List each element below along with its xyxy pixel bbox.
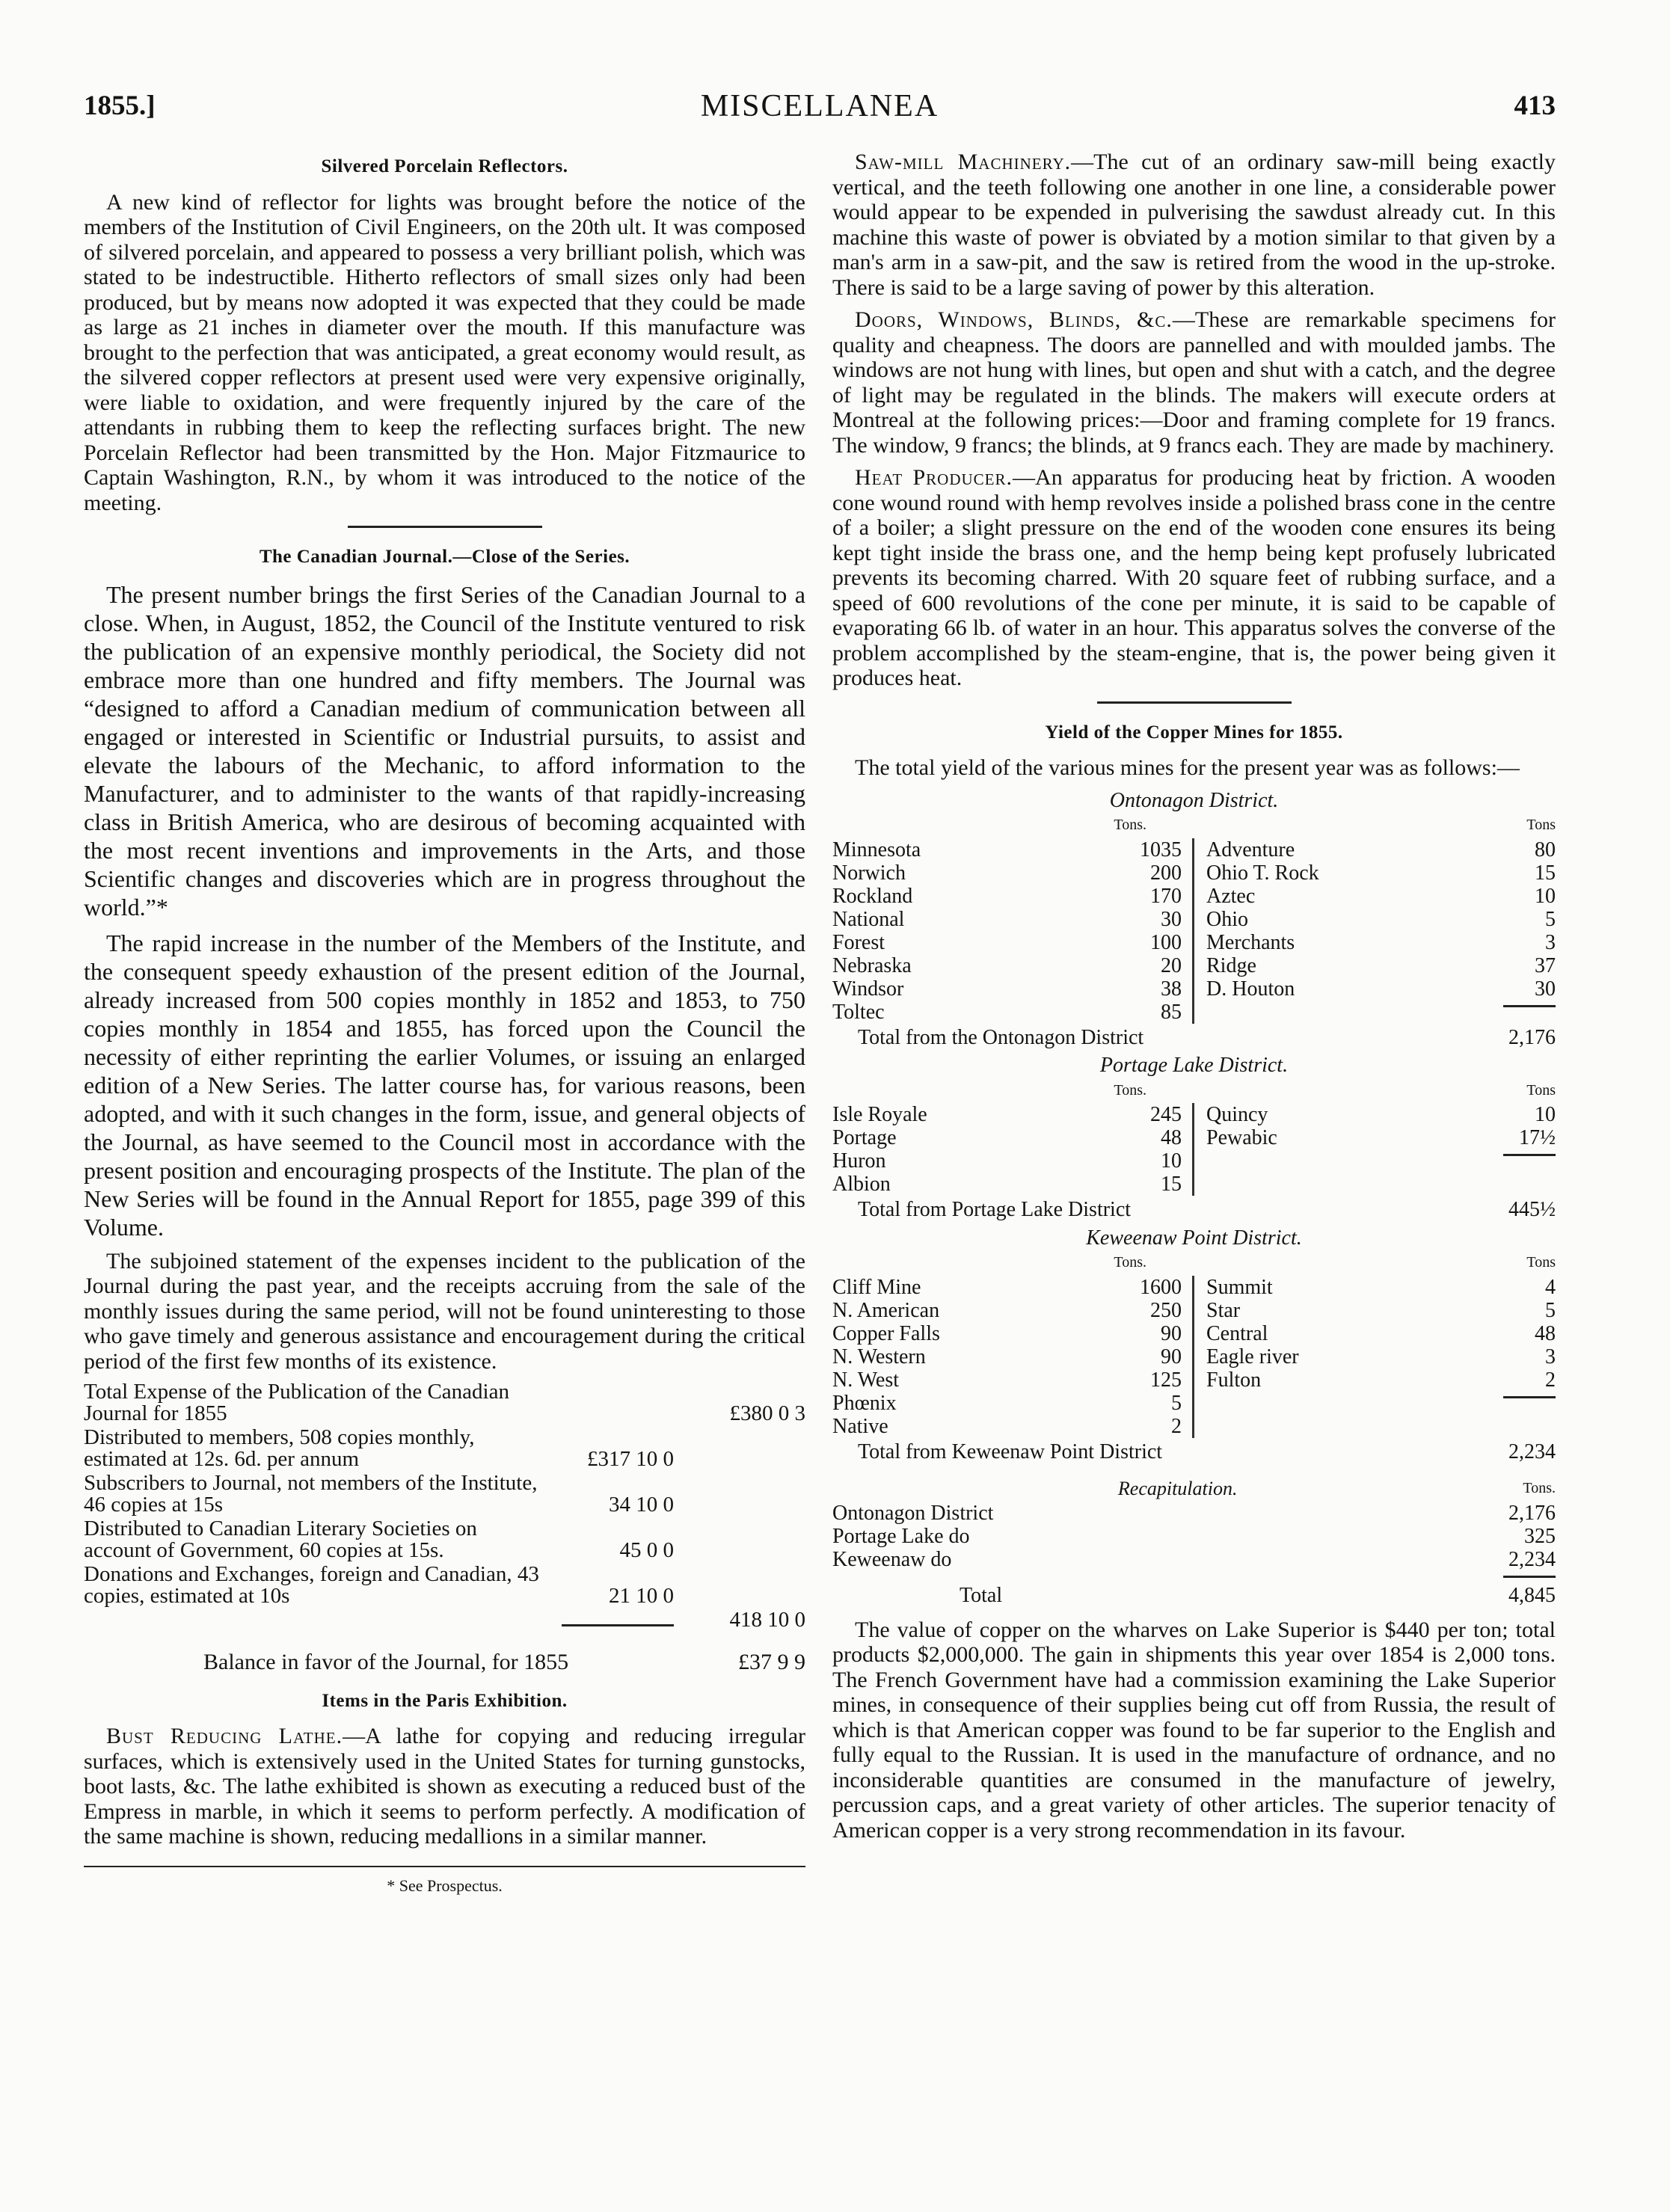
mine-tons: 200 [1150, 861, 1182, 885]
expense-amount: £317 10 0 [587, 1447, 674, 1471]
expense-total-row [84, 1381, 805, 1427]
mine-tons: 90 [1161, 1321, 1182, 1345]
reflectors-text: A new kind of reflector for lights was brought before the notice of the members of the Institution of Civil Engineers, on the 20th ult. It was composed of silvered porcelain, and appeared to possess a very brilliant polish, which was stated to be indestructible. Hitherto reflectors of small sizes only had been produced, but by means now adopted it was expected that they could be made as large as 21 inches in diameter over the mouth. If this manufacture was brought to the perfection that was anticipated, a great economy would result, as the silvered copper reflectors at present used were very expensive originally, were liable to oxidation, and were frequently injured by the care of the attendants in rubbing them to keep the reflecting surfaces bright. The new Porcelain Reflector had been transmitted by the Hon. Major Fitzmaurice to Captain Washington, R.N., by whom it was introduced to the notice of the meeting. [84, 189, 805, 515]
tons-label: Tons [1526, 1254, 1556, 1271]
doors-text [832, 307, 1556, 458]
mine-row [832, 1276, 1182, 1299]
mine-row [1206, 1126, 1556, 1149]
mine-row [832, 1322, 1182, 1345]
mine-tons: 48 [1161, 1126, 1182, 1149]
mine-name: N. Western [832, 1345, 926, 1368]
mine-name: Summit [1206, 1275, 1273, 1299]
expense-label: Total Expense of the Publication of the Canadian Journal for 1855 [84, 1380, 509, 1425]
mine-tons: 1035 [1140, 838, 1182, 861]
mine-tons: 10 [1535, 884, 1556, 908]
tons-header [832, 1078, 1556, 1104]
recap-row [832, 1525, 1556, 1548]
district-total: 2,234 [1508, 1440, 1556, 1463]
paris-lead: Bust Reducing Lathe. [106, 1724, 343, 1748]
expense-table [84, 1381, 805, 1633]
expense-row [84, 1427, 805, 1472]
mine-tons: 15 [1535, 861, 1556, 885]
mine-name: Toltec [832, 1000, 885, 1024]
mine-row [1206, 1368, 1556, 1392]
mine-name: N. West [832, 1368, 900, 1392]
mine-row [1206, 861, 1556, 885]
expense-row [84, 1518, 805, 1564]
mine-name: Copper Falls [832, 1321, 940, 1345]
mine-tons: 17½ [1519, 1126, 1556, 1149]
mine-tons: 4 [1545, 1275, 1556, 1299]
mine-row [832, 1415, 1182, 1438]
mine-name: Cliff Mine [832, 1275, 921, 1299]
district-total-label: Total from Portage Lake District [858, 1198, 1132, 1221]
mine-tons: 2 [1171, 1414, 1182, 1438]
footnote-rule [84, 1866, 805, 1867]
district-total: 445½ [1508, 1198, 1556, 1221]
mine-row [1206, 931, 1556, 954]
doors-lead: Doors, Windows, Blinds, &c. [855, 307, 1173, 332]
journal-paragraph-1: The present number brings the first Series of the Canadian Journal to a close. When, in August, 1852, the Council of the Institute ventured to risk the publication of an expensive monthly periodical, the Society did not embrace more than one hundred and fifty members. The Journal was “designed to afford a Canadian medium of communication between all engaged or interested in Scientific or Industrial pursuits, to assist and elevate the labours of the Mechanic, to afford information to the Manufacturer, and to administer to the wants of that rapidly-increasing class in British America, who are desirous of becoming acquainted with the most recent inventions and improvements in the Arts, and those Scientific changes and discoveries which are in progress throughout the world.”* [84, 580, 805, 921]
mine-row [832, 977, 1182, 1001]
mine-row [1206, 838, 1556, 861]
mine-tons: 1600 [1140, 1275, 1182, 1299]
recap-row [832, 1502, 1556, 1525]
mine-name: Eagle river [1206, 1345, 1299, 1368]
district-total: 2,176 [1508, 1025, 1556, 1049]
mine-row [1206, 908, 1556, 931]
mine-row [1206, 1103, 1556, 1126]
recap-tons: Tons. [1523, 1480, 1556, 1496]
mine-districts [832, 788, 1556, 1465]
heat-lead: Heat Producer. [855, 465, 1013, 490]
expense-amount: 45 0 0 [619, 1538, 674, 1562]
recap-value: 2,176 [1508, 1501, 1556, 1525]
mine-table [832, 1276, 1556, 1438]
balance-amount: £37 9 9 [738, 1650, 805, 1674]
journal-paragraph-2: The rapid increase in the number of the Members of the Institute, and the consequent speedy exhaustion of the present edition of the Journal, already increased from 500 copies monthly in 1852 and 1853, to 750 copies monthly in 1854 and 1855, has forced upon the Council the necessity of either reprinting the earlier Volumes, or issuing an enlarged edition of a New Series. The latter course has, for various reasons, been adopted, and with it such changes in the form, issue, and general objects of the Journal, as have seemed to the Council most in accordance with the present position and encouraging prospects of the Institute. The plan of the New Series will be found in the Annual Report for 1855, page 399 of this Volume. [84, 929, 805, 1241]
tons-header [832, 1250, 1556, 1276]
mine-tons: 3 [1545, 930, 1556, 954]
mine-name: N. American [832, 1298, 940, 1322]
mine-row [1206, 885, 1556, 908]
district-total-row [858, 1197, 1556, 1223]
mine-row [1206, 1345, 1556, 1368]
recap-total-label: Total [960, 1583, 1003, 1607]
expense-label: Distributed to members, 508 copies monthly, estimated at 12s. 6d. per annum [84, 1425, 475, 1471]
mine-row [832, 908, 1182, 931]
mine-tons: 245 [1150, 1103, 1182, 1126]
mine-row [832, 1126, 1182, 1149]
mine-name: Albion [832, 1173, 891, 1196]
mine-tons: 85 [1161, 1000, 1182, 1024]
mine-row [1206, 1322, 1556, 1345]
mine-tons: 30 [1535, 977, 1556, 1001]
district-total-label: Total from Keweenaw Point District [858, 1440, 1163, 1463]
header-year: 1855.] [84, 90, 156, 121]
mine-tons: 5 [1545, 907, 1556, 931]
mine-row [832, 1345, 1182, 1368]
expense-amount: 34 10 0 [609, 1493, 674, 1517]
sum-rule [1503, 1154, 1556, 1156]
sawmill-lead: Saw-mill Machinery. [855, 150, 1072, 174]
mine-name: Phœnix [832, 1391, 897, 1415]
reflectors-title: Silvered Porcelain Reflectors. [321, 156, 568, 176]
mine-name: Star [1206, 1298, 1241, 1322]
tons-header [832, 813, 1556, 838]
mine-name: Huron [832, 1149, 886, 1173]
mine-tons: 125 [1150, 1368, 1182, 1392]
recap-value: 2,234 [1508, 1547, 1556, 1571]
mine-tons: 80 [1535, 838, 1556, 861]
recap-value: 325 [1524, 1524, 1556, 1548]
mine-tons: 2 [1545, 1368, 1556, 1392]
copper-intro: The total yield of the various mines for the present year was as follows:— [855, 755, 1520, 780]
mine-tons: 170 [1150, 884, 1182, 908]
mine-row [832, 1299, 1182, 1322]
tons-label: Tons. [1114, 1081, 1146, 1099]
footnote: * See Prospectus. [387, 1875, 503, 1895]
mine-tons: 100 [1150, 930, 1182, 954]
recap-row [832, 1548, 1556, 1571]
journal-title: The Canadian Journal.—Close of the Series. [259, 547, 630, 567]
tons-label: Tons [1526, 1081, 1556, 1099]
copper-closing: The value of copper on the wharves on Lake Superior is $440 per ton; total products $2,000,000. The gain in shipments this year over 1854 is 2,000 tons. The French Government have had a commission examining the Lake Superior mines, in consequence of their supplies being cut off from Russia, the result of which is that American copper was found to be far superior to the English and fully equal to the Russian. It is used in the manufacture of ordnance, and no inconsiderable quantities are consumed in the manufacture of jewelry, percussion caps, and a great variety of other articles. The superior tenacity of American copper is a very strong recommendation in its favour. [832, 1617, 1556, 1843]
mine-row [832, 954, 1182, 977]
mine-tons: 37 [1535, 953, 1556, 977]
running-header [84, 84, 1556, 129]
mine-tons: 3 [1545, 1345, 1556, 1368]
mine-tons: 90 [1161, 1345, 1182, 1368]
mine-table [832, 1103, 1556, 1196]
mine-name: Central [1206, 1321, 1268, 1345]
mine-tons: 5 [1545, 1298, 1556, 1322]
mine-row [832, 1149, 1182, 1173]
right-column [832, 150, 1556, 1850]
sum-rule [562, 1624, 674, 1626]
mine-tons: 10 [1161, 1149, 1182, 1173]
mine-row [832, 1001, 1182, 1024]
recap-header [832, 1476, 1556, 1502]
mine-name: Quincy [1206, 1103, 1268, 1126]
copper-title: Yield of the Copper Mines for 1855. [1045, 722, 1343, 743]
page-number: 413 [1514, 90, 1556, 121]
mine-row [832, 861, 1182, 885]
section-divider [348, 526, 542, 528]
recap-label: Portage Lake do [832, 1524, 970, 1548]
mine-name: Aztec [1206, 884, 1256, 908]
expense-row [84, 1472, 805, 1518]
expense-label: Donations and Exchanges, foreign and Canadian, 43 copies, estimated at 10s [84, 1562, 539, 1608]
mine-name: Merchants [1206, 930, 1295, 954]
mine-tons: 5 [1171, 1391, 1182, 1415]
district-name: Ontonagon District. [1109, 788, 1279, 812]
balance-row [203, 1650, 805, 1675]
mine-row [832, 885, 1182, 908]
mine-row [1206, 977, 1556, 1001]
mine-row [1206, 1299, 1556, 1322]
expense-amount: 21 10 0 [609, 1584, 674, 1608]
recap-total-row [960, 1584, 1556, 1607]
recap-label: Ontonagon District [832, 1501, 994, 1525]
mine-tons: 48 [1535, 1321, 1556, 1345]
mine-row [832, 1392, 1182, 1415]
expense-label: Distributed to Canadian Literary Societies on account of Government, 60 copies at 15s. [84, 1517, 477, 1562]
mine-table [832, 838, 1556, 1024]
mine-row [832, 1103, 1182, 1126]
paris-body: —A lathe for copying and reducing irregular surfaces, which is extensively used in the United States for turning gunstocks, boot lasts, &c. The lathe exhibited is shown as executing a reduced bust of the Empress in marble, in which it seems to perform perfectly. A modification of the same machine is shown, reducing medallions in a similar manner. [84, 1724, 806, 1849]
mine-name: Nebraska [832, 953, 912, 977]
heat-text [832, 465, 1556, 691]
recap-title: Recapitulation. [1117, 1478, 1238, 1499]
header-title: MISCELLANEA [700, 89, 939, 123]
mine-name: D. Houton [1206, 977, 1295, 1001]
heat-body: —An apparatus for producing heat by friction. A wooden cone wound round with hemp revolves inside a polished brass cone in the centre of a boiler; a slight pressure on the end of the wooden cone ensures its being kept tight inside the brass one, and the hemp being kept profusely lubricated prevents its becoming charred. With 20 square feet of rubbing surface, and a speed of 600 revolutions of the cone per minute, it is said to be capable of evaporating 66 lb. of water in an hour. This apparatus solves the converse of the problem accomplished by the steam-engine, that is, the power being given it produces heat. [832, 465, 1556, 690]
mine-name: Ohio [1206, 907, 1248, 931]
expense-subtotal: 418 10 0 [729, 1608, 805, 1632]
expense-amount: £380 0 3 [729, 1401, 805, 1425]
sawmill-body: —The cut of an ordinary saw-mill being exactly vertical, and the teeth following one another in one line, a considerable power would appear to be expended in pulverising the sawdust already cut. In this machine this waste of power is obviated by a motion similar to that given by a man's arm in a saw-pit, and the saw is retired from the wood in the up-stroke. There is said to be a large saving of power by this alteration. [832, 150, 1556, 300]
recap-total: 4,845 [1508, 1583, 1556, 1607]
mine-row [832, 1173, 1182, 1196]
mine-name: Isle Royale [832, 1103, 927, 1126]
mine-name: Rockland [832, 884, 913, 908]
mine-name: Ridge [1206, 953, 1256, 977]
mine-name: Windsor [832, 977, 904, 1001]
mine-tons: 20 [1161, 953, 1182, 977]
mine-tons: 10 [1535, 1103, 1556, 1126]
mine-tons: 38 [1161, 977, 1182, 1001]
sum-rule [1503, 1396, 1556, 1398]
balance-label: Balance in favor of the Journal, for 1855 [203, 1650, 569, 1674]
mine-row [832, 1368, 1182, 1392]
sawmill-text [832, 150, 1556, 300]
paris-text [84, 1724, 805, 1849]
doors-body: —These are remarkable specimens for quality and cheapness. The doors are pannelled and with moulded jambs. The windows are not hung with lines, but open and shut with a catch, and the degree of light may be regulated in the blinds. The makers will execute orders at Montreal at the following prices:—Door and framing complete for 19 francs. The window, 9 francs; the blinds, at 9 francs each. They are made by machinery. [832, 307, 1556, 458]
mine-name: Ohio T. Rock [1206, 861, 1319, 885]
mine-row [832, 838, 1182, 861]
district-name: Keweenaw Point District. [1086, 1226, 1302, 1250]
recap-label: Keweenaw do [832, 1547, 952, 1571]
recap-rows [832, 1502, 1556, 1571]
sum-rule [1503, 1576, 1556, 1578]
mine-name: Fulton [1206, 1368, 1262, 1392]
mine-name: Portage [832, 1126, 897, 1149]
tons-label: Tons. [1114, 817, 1146, 833]
mine-tons: 15 [1161, 1173, 1182, 1196]
mine-name: Minnesota [832, 838, 921, 861]
mine-row [1206, 1276, 1556, 1299]
tons-label: Tons. [1114, 1254, 1146, 1271]
mine-name: National [832, 907, 905, 931]
mine-tons: 250 [1150, 1298, 1182, 1322]
left-column [84, 150, 805, 1898]
mine-row [832, 931, 1182, 954]
district-name: Portage Lake District. [1099, 1054, 1289, 1077]
district-total-row [858, 1440, 1556, 1465]
tons-label: Tons [1526, 817, 1556, 833]
expense-subtotal-row [84, 1609, 805, 1633]
expense-label: Subscribers to Journal, not members of the Institute, 46 copies at 15s [84, 1471, 538, 1517]
paris-title: Items in the Paris Exhibition. [322, 1690, 568, 1711]
mine-name: Norwich [832, 861, 906, 885]
mine-tons: 30 [1161, 907, 1182, 931]
district-total-row [858, 1025, 1556, 1051]
expense-row [84, 1564, 805, 1609]
mine-name: Forest [832, 930, 885, 954]
section-divider [1097, 701, 1292, 704]
journal-paragraph-3: The subjoined statement of the expenses incident to the publication of the Journal during the past year, and the receipts accruing from the sale of the monthly issues during the same period, will not be found uninteresting to those who gave timely and generous assistance and encouragement during the critical period of the first few months of its existence. [84, 1248, 805, 1374]
mine-name: Pewabic [1206, 1126, 1277, 1149]
sum-rule [1503, 1005, 1556, 1007]
mine-name: Adventure [1206, 838, 1295, 861]
mine-name: Native [832, 1414, 888, 1438]
mine-row [1206, 954, 1556, 977]
district-total-label: Total from the Ontonagon District [858, 1025, 1144, 1049]
